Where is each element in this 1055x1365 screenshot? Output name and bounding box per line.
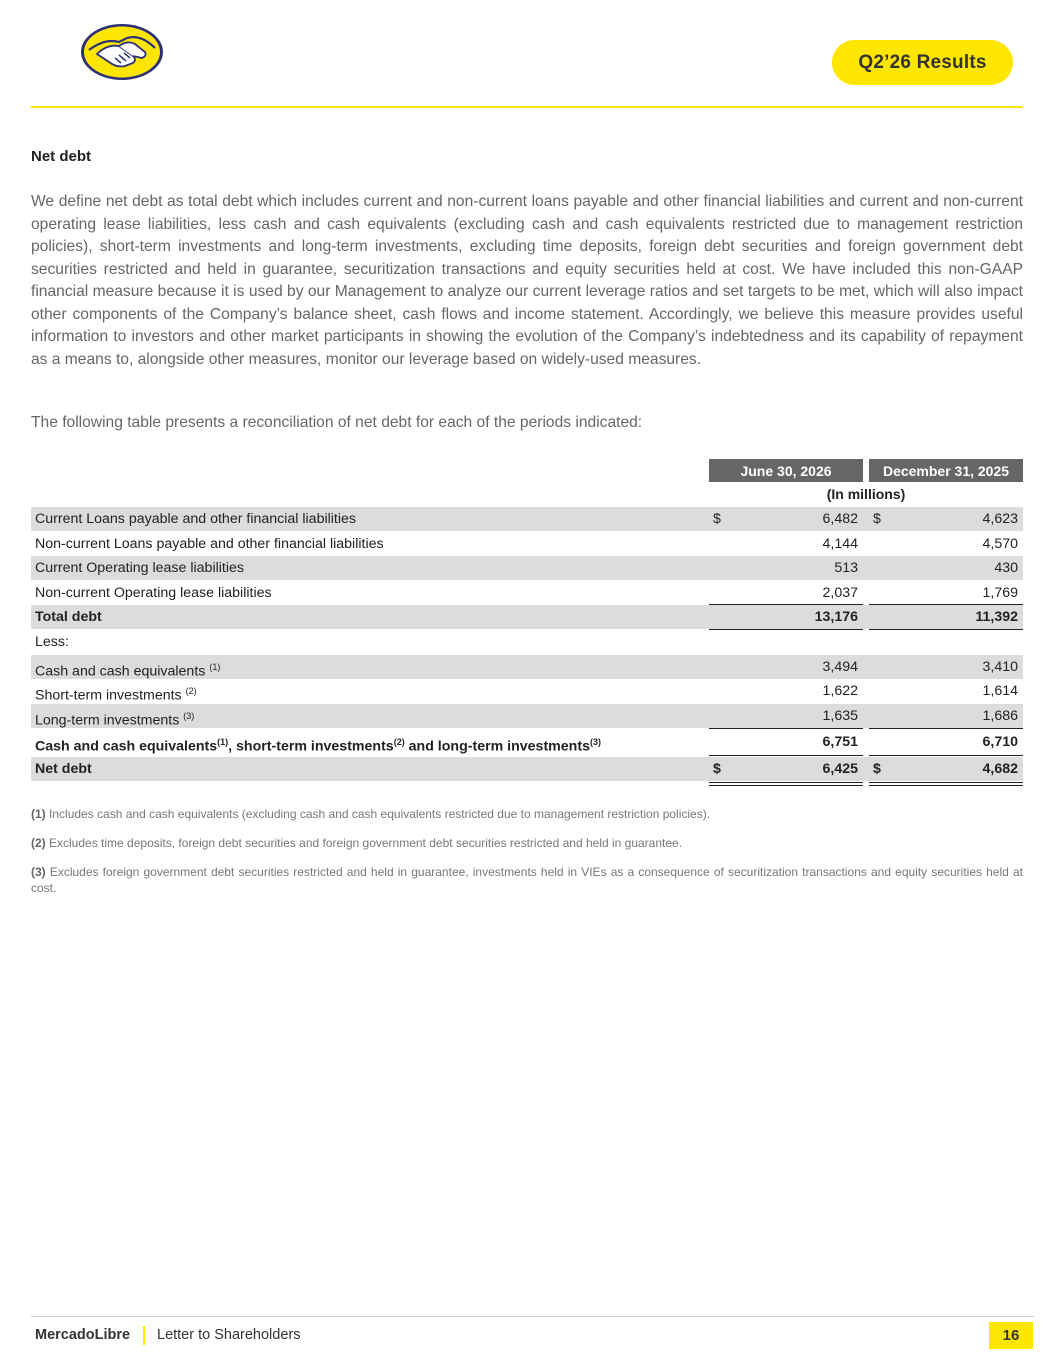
table-row: [31, 556, 1023, 580]
column-header-december-2025: December 31, 2025: [869, 459, 1023, 482]
double-underline: [869, 782, 1023, 783]
subtotal-rule: [709, 755, 863, 756]
value-december-2025: 430: [994, 560, 1018, 576]
currency-symbol: $: [713, 761, 721, 777]
cash-investments-total-row: [31, 730, 1023, 754]
handshake-logo-icon: [79, 22, 165, 82]
footer-label: Letter to Shareholders: [157, 1327, 301, 1343]
value-june-2026: 13,176: [814, 609, 858, 625]
value-june-2026: 2,037: [822, 585, 858, 601]
definition-paragraph: We define net debt as total debt which includes current and non-current loans payable and other financial liabilities and current and non-current operating lease liabilities, less cash and cash equivalents (excluding cash and cash equivalents restricted due to management restriction policies), short-term investments and long-term investments, excluding time deposits, foreign debt securities and foreign government debt securities restricted and held in guarantee, securitization transactions and equity securities held at cost. We have included this non-GAAP financial measure because it is used by our Management to analyze our current leverage ratios and set targets to be met, which will also impact other components of the Company’s balance sheet, cash flows and income statement. Accordingly, we believe this measure provides useful information to investors and other market participants in showing the evolution of the Company’s indebtedness and its capability of repayment as a means to, alongside other measures, monitor our leverage based on widely-used measures.: [31, 193, 1023, 368]
section-title: Net debt: [31, 148, 91, 165]
value-december-2025: 4,682: [982, 761, 1018, 777]
value-june-2026: 4,144: [822, 536, 858, 552]
currency-symbol: $: [873, 761, 881, 777]
value-december-2025: 4,623: [982, 511, 1018, 527]
currency-symbol: $: [873, 511, 881, 527]
row-label: Current Loans payable and other financial liabilities: [35, 511, 356, 527]
table-row: [31, 679, 1023, 703]
table-row: [31, 655, 1023, 679]
footnote-ref: (2): [185, 686, 197, 696]
column-header-june-2026: June 30, 2026: [709, 459, 863, 482]
value-december-2025: 11,392: [975, 609, 1018, 625]
footnote-2: (2) Excludes time deposits, foreign debt securities and foreign government debt securities restricted and held in guarantee.: [31, 836, 683, 850]
footer-brand: MercadoLibre: [35, 1327, 131, 1343]
value-june-2026: 1,622: [822, 683, 858, 699]
net-debt-row: [31, 757, 1023, 781]
value-december-2025: 1,614: [982, 683, 1018, 699]
value-june-2026: 3,494: [822, 659, 858, 675]
table-intro: The following table presents a reconciliation of net debt for each of the periods indicated:: [31, 414, 643, 431]
table-row: [31, 532, 1023, 556]
results-badge: Q2’26 Results: [832, 40, 1013, 85]
value-december-2025: 1,769: [982, 585, 1018, 601]
value-june-2026: 6,482: [822, 511, 858, 527]
value-december-2025: 1,686: [982, 708, 1018, 724]
table-row: [31, 630, 1023, 654]
row-label: Cash and cash equivalents$^{(1)}$, short-term investments$^{(2)}$ and long-term investments$^{(3)}$: [35, 737, 601, 755]
value-june-2026: 1,635: [822, 708, 858, 724]
double-underline: [709, 782, 863, 783]
footnote-3: (3) Excludes foreign government debt securities restricted and held in guarantee, investments held in VIEs as a consequence of securitization transactions and equity securities held at cost.: [31, 865, 1023, 895]
page-number: 16: [989, 1322, 1033, 1349]
value-december-2025: 4,570: [982, 536, 1018, 552]
footnote-1: (1) Includes cash and cash equivalents (excluding cash and cash equivalents restricted due to management restriction policies).: [31, 807, 711, 821]
value-june-2026: 6,425: [822, 761, 858, 777]
value-december-2025: 6,710: [982, 734, 1018, 750]
header-divider: [31, 106, 1023, 108]
total-debt-row: [31, 605, 1023, 629]
subtotal-rule: [869, 728, 1023, 729]
value-june-2026: 513: [834, 560, 858, 576]
row-label: Less:: [35, 634, 69, 650]
footer-divider: [31, 1316, 1034, 1317]
footnote-ref: (1): [209, 662, 221, 672]
row-label: Net debt: [35, 761, 92, 777]
double-underline: [709, 785, 863, 786]
footer-separator: [143, 1326, 145, 1345]
row-label: Short-term investments $^{(2)}$: [35, 686, 197, 704]
row-label: Non-current Loans payable and other financial liabilities: [35, 536, 384, 552]
value-december-2025: 3,410: [982, 659, 1018, 675]
table-row: [31, 704, 1023, 728]
double-underline: [869, 785, 1023, 786]
value-june-2026: 6,751: [822, 734, 858, 750]
row-label: Cash and cash equivalents $^{(1)}$: [35, 662, 221, 680]
table-row: [31, 581, 1023, 605]
row-label: Non-current Operating lease liabilities: [35, 585, 272, 601]
footnote-ref: (3): [183, 711, 195, 721]
row-label: Total debt: [35, 609, 102, 625]
currency-symbol: $: [713, 511, 721, 527]
table-row: [31, 507, 1023, 531]
units-label: (In millions): [826, 486, 906, 502]
subtotal-rule: [709, 728, 863, 729]
subtotal-rule: [869, 755, 1023, 756]
row-label: Current Operating lease liabilities: [35, 560, 244, 576]
row-label: Long-term investments $^{(3)}$: [35, 711, 195, 729]
